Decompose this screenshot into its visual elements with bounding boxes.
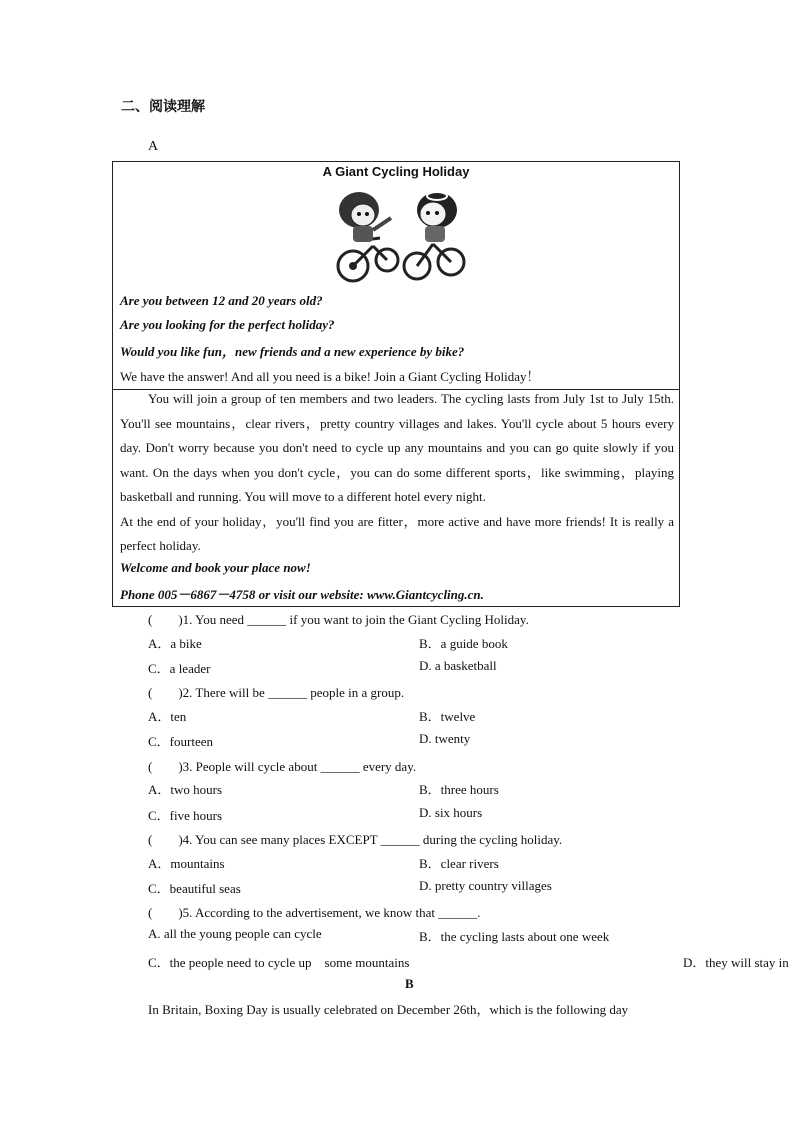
q2-option-d[interactable]: D. twenty: [419, 731, 471, 746]
q3-option-c[interactable]: C．five hours: [148, 808, 223, 823]
q5-option-a[interactable]: A. all the young people can cycle: [148, 926, 322, 941]
q1-option-c[interactable]: C．a leader: [148, 661, 211, 676]
ad-title: A Giant Cycling Holiday: [322, 164, 470, 179]
part-b-label: B: [405, 976, 414, 991]
q3-option-a[interactable]: A．two hours: [148, 782, 223, 797]
question-2-stem: ( )2. There will be ______ people in a group.: [148, 685, 405, 700]
ad-closing: Welcome and book your place now!: [120, 560, 311, 575]
q3-option-d[interactable]: D. six hours: [419, 805, 483, 820]
q5-option-d[interactable]: D．they will stay in: [683, 955, 789, 970]
question-4-stem: ( )4. You can see many places EXCEPT ______ during the cycling holiday.: [148, 832, 563, 847]
ad-question-1: Are you between 12 and 20 years old?: [120, 293, 323, 308]
q4-option-c[interactable]: C．beautiful seas: [148, 881, 241, 896]
section-title: 二、阅读理解: [121, 99, 205, 115]
question-5-stem: ( )5. According to the advertisement, we know that ______.: [148, 905, 481, 920]
q4-option-a[interactable]: A．mountains: [148, 856, 225, 871]
q4-option-d[interactable]: D. pretty country villages: [419, 878, 552, 893]
advertisement-box: [112, 161, 680, 607]
ad-body-paragraph-1: You will join a group of ten members and two leaders. The cycling lasts from July 1st to July 15th. You'll see mountains，clear rivers，pretty country villages and lakes. You'll cycle about 5 hours every day. Don't worry because you don't need to cycle up any mountains and you can go quite slowly if you want. On the days when you don't cycle，you can do some different sports，like swimming，playing basketball and running. You will move to a different hotel every night.: [120, 391, 674, 504]
ad-body-paragraph-2: At the end of your holiday，you'll find you are fitter，more active and have more friends! It is really a perfect holiday.: [120, 513, 674, 553]
q1-option-b[interactable]: B．a guide book: [419, 636, 508, 651]
q5-option-b[interactable]: B．the cycling lasts about one week: [419, 929, 610, 944]
question-3-stem: ( )3. People will cycle about ______ every day.: [148, 759, 417, 774]
q4-option-b[interactable]: B．clear rivers: [419, 856, 499, 871]
ad-question-3: Would you like fun，new friends and a new experience by bike?: [120, 344, 465, 359]
part-a-label: A: [148, 139, 159, 154]
q1-option-d[interactable]: D. a basketball: [419, 658, 497, 673]
ad-answer-line: We have the answer! And all you need is a bike! Join a Giant Cycling Holiday！: [120, 369, 540, 384]
question-1-stem: ( )1. You need ______ if you want to join the Giant Cycling Holiday.: [148, 612, 529, 627]
cycling-kids-illustration: [325, 188, 471, 286]
ad-body: [120, 387, 674, 559]
ad-contact: Phone 005－6867－4758 or visit our website: www.Giantcycling.cn.: [120, 587, 484, 602]
q1-option-a[interactable]: A．a bike: [148, 636, 202, 651]
q2-option-a[interactable]: A．ten: [148, 709, 187, 724]
q2-option-c[interactable]: C．fourteen: [148, 734, 213, 749]
q5-option-c[interactable]: C．the people need to cycle up some mountains: [148, 955, 410, 970]
q2-option-b[interactable]: B．twelve: [419, 709, 476, 724]
passage-b-text: In Britain, Boxing Day is usually celebrated on December 26th，which is the following day: [148, 1002, 629, 1017]
ad-question-2: Are you looking for the perfect holiday?: [120, 317, 335, 332]
q3-option-b[interactable]: B．three hours: [419, 782, 499, 797]
